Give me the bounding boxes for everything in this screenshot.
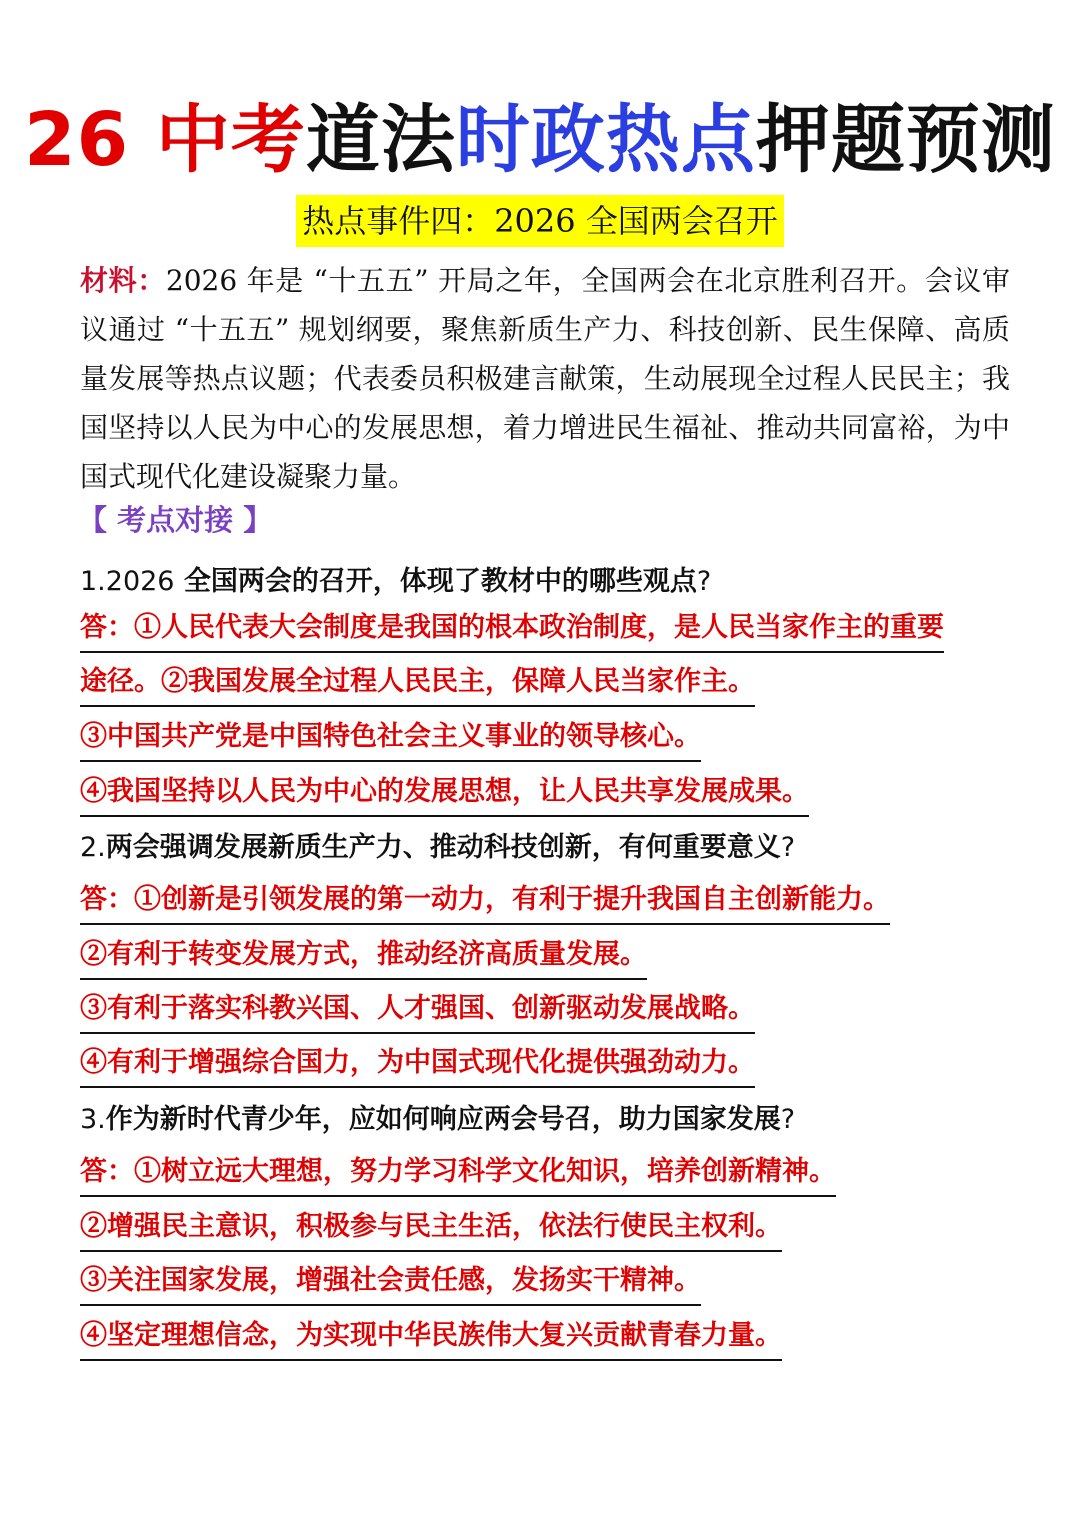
- answer-line: 答：①创新是引领发展的第一动力，有利于提升我国自主创新能力。: [80, 880, 890, 925]
- question-1: [80, 562, 711, 602]
- answer-line: ②增强民主意识，积极参与民主生活，依法行使民主权利。: [80, 1207, 782, 1252]
- title-part-blue: 时政热点: [455, 97, 756, 183]
- material-label: 材料：: [80, 264, 166, 297]
- question-text: 两会强调发展新质生产力、推动科技创新，有何重要意义: [105, 832, 781, 863]
- question-number: 2.: [80, 832, 106, 863]
- material-text: 2026 年是 “十五五” 开局之年，全国两会在北京胜利召开。会议审议通过 “十五五” 规划纲要，聚焦新质生产力、科技创新、民生保障、高质量发展等热点议题；代表委员积极建言献策，生动展现全过程人民民主；我国坚持以人民为中心的发展思想，着力增进民生福祉、推动共同富裕，为中国式现代化建设凝聚力量。: [80, 264, 1010, 493]
- question-number: 3.: [80, 1104, 106, 1135]
- question-number: 1.2026: [80, 566, 175, 597]
- material-paragraph: [80, 256, 1010, 501]
- title-part-black: 道法: [305, 97, 456, 183]
- question-3: [80, 1100, 795, 1140]
- question-mark: ?: [780, 832, 796, 863]
- section-heading: 【 考点对接 】: [78, 503, 273, 537]
- answer-line: 途径。②我国发展全过程人民民主，保障人民当家作主。: [80, 662, 755, 707]
- answer-line: ③关注国家发展，增强社会责任感，发扬实干精神。: [80, 1261, 701, 1306]
- subtitle-container: [0, 195, 1080, 247]
- title-part-black-2: 押题预测: [755, 97, 1056, 183]
- answer-line: ③中国共产党是中国特色社会主义事业的领导核心。: [80, 717, 701, 762]
- hot-event-subtitle: 热点事件四：2026 全国两会召开: [296, 195, 784, 247]
- question-2: [80, 828, 795, 868]
- title-part-red: 26 中考: [24, 97, 306, 183]
- answer-line: ④坚定理想信念，为实现中华民族伟大复兴贡献青春力量。: [80, 1316, 782, 1361]
- question-mark: ?: [696, 566, 712, 597]
- question-text: 作为新时代青少年，应如何响应两会号召，助力国家发展: [105, 1104, 781, 1135]
- question-mark: ?: [780, 1104, 796, 1135]
- answer-line: 答：①人民代表大会制度是我国的根本政治制度，是人民当家作主的重要: [80, 608, 944, 653]
- answer-line: ③有利于落实科教兴国、人才强国、创新驱动发展战略。: [80, 989, 755, 1034]
- question-text: 全国两会的召开，体现了教材中的哪些观点: [174, 566, 697, 597]
- answer-line: ④有利于增强综合国力，为中国式现代化提供强劲动力。: [80, 1043, 755, 1088]
- answer-line: ④我国坚持以人民为中心的发展思想，让人民共享发展成果。: [80, 772, 809, 817]
- answer-line: ②有利于转变发展方式，推动经济高质量发展。: [80, 935, 647, 980]
- answer-line: 答：①树立远大理想，努力学习科学文化知识，培养创新精神。: [80, 1152, 836, 1197]
- page-title: [0, 98, 1080, 182]
